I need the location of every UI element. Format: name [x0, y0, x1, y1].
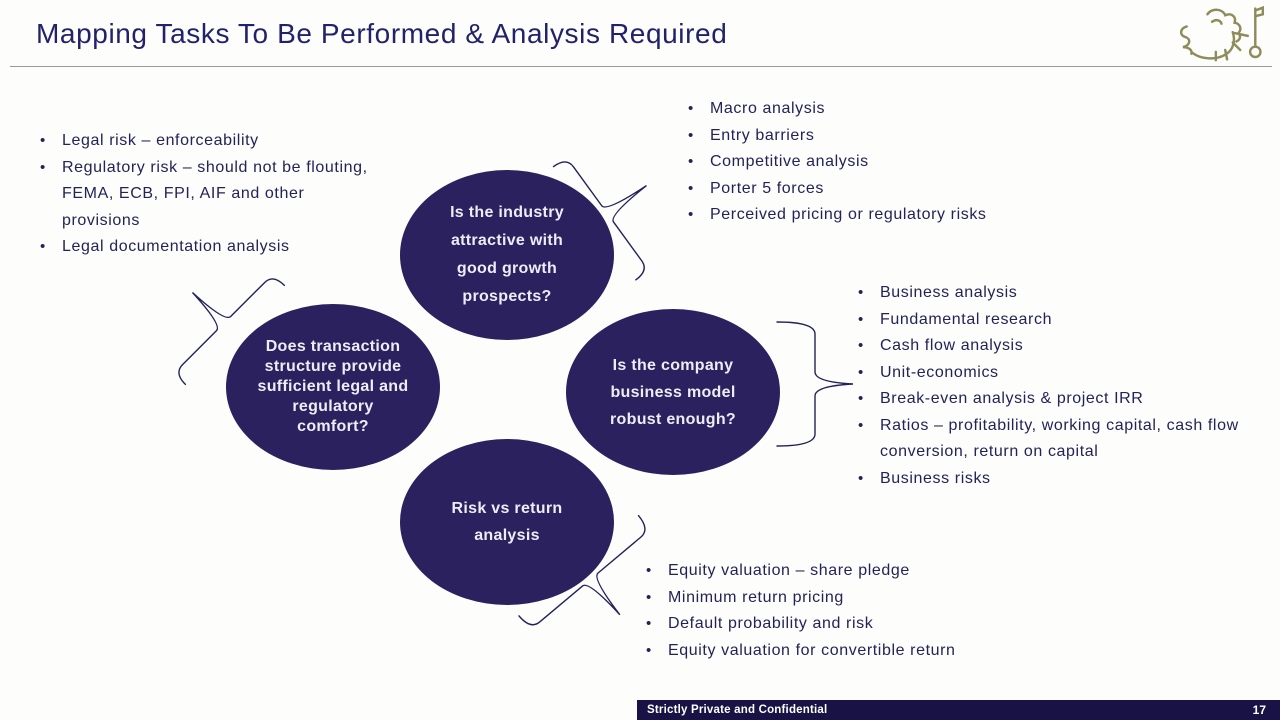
bullet-item: • Business risks	[856, 466, 1248, 493]
footer-bar	[637, 700, 1280, 720]
bullet-item: • Legal risk – enforceability	[38, 128, 374, 155]
bullet-item: • Equity valuation for convertible return	[644, 638, 1044, 665]
bullet-item: • Fundamental research	[856, 307, 1248, 334]
bullet-item: • Ratios – profitability, working capital, cash flow conversion, return on capital	[856, 413, 1248, 466]
industry-bullet-list	[686, 96, 1086, 229]
bullet-item: • Equity valuation – share pledge	[644, 558, 1044, 585]
circle-business-model	[566, 309, 780, 475]
circle-risk-return	[400, 439, 614, 605]
bullet-item: • Entry barriers	[686, 123, 1086, 150]
bullet-item: • Cash flow analysis	[856, 333, 1248, 360]
brace-business	[777, 322, 853, 446]
circle-industry-attractiveness	[400, 170, 614, 340]
bullet-item: • Default probability and risk	[644, 611, 1044, 638]
bullet-item: • Macro analysis	[686, 96, 1086, 123]
bullet-item: • Legal documentation analysis	[38, 234, 374, 261]
bullet-item: • Business analysis	[856, 280, 1248, 307]
legal-bullet-list	[38, 128, 374, 261]
bullet-item: • Break-even analysis & project IRR	[856, 386, 1248, 413]
page-number: 17	[1252, 703, 1266, 717]
lion-and-key-logo	[1176, 3, 1266, 65]
bullet-item: • Porter 5 forces	[686, 176, 1086, 203]
bullet-item: • Regulatory risk – should not be flouting, FEMA, ECB, FPI, AIF and other provisions	[38, 155, 374, 235]
header-divider	[10, 66, 1272, 67]
page-title: Mapping Tasks To Be Performed & Analysis Required	[36, 18, 728, 49]
circle-label: Risk vs return analysis	[451, 500, 563, 544]
business-bullet-list	[856, 280, 1248, 492]
bullet-item: • Unit-economics	[856, 360, 1248, 387]
confidentiality-label: Strictly Private and Confidential	[647, 704, 828, 716]
circle-transaction-structure	[226, 304, 440, 470]
circle-label: Is the company business model robust enough?	[610, 356, 736, 428]
circle-label: Is the industry attractive with good growth prospects?	[450, 204, 564, 305]
valuation-bullet-list	[644, 558, 1044, 664]
bullet-item: • Competitive analysis	[686, 149, 1086, 176]
bullet-item: • Minimum return pricing	[644, 585, 1044, 612]
circle-label: Does transaction structure provide sufficient legal and regulatory comfort?	[257, 338, 409, 435]
bullet-item: • Perceived pricing or regulatory risks	[686, 202, 1086, 229]
